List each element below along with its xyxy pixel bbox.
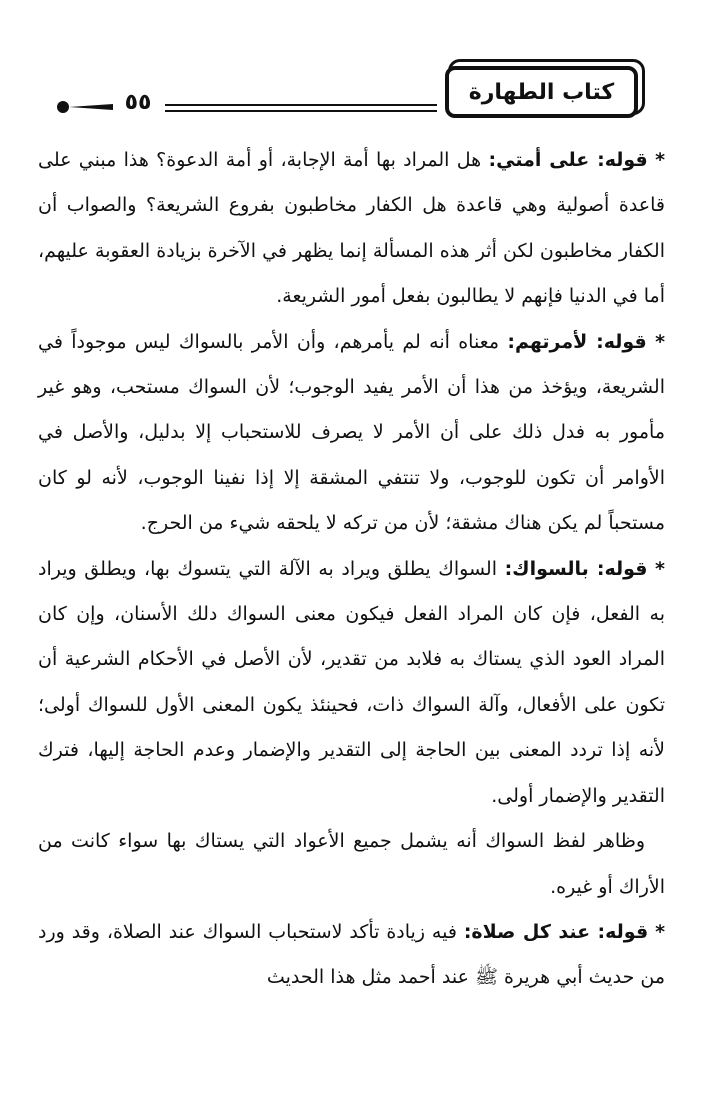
- paragraph-text: السواك يطلق ويراد به الآلة التي يتسوك بها، ويطلق ويراد به الفعل، فإن كان المراد الفعل فيكون معنى السواك دلك الأسنان، وإن كان المراد العود الذي يستاك به فلابد من تقدير، لأن الأصل في الأحكام الشرعية أن تكون على الأفعال، وآلة السواك ذات، فحينئذ يكون المعنى الأول للسواك أولى؛ لأنه إذا تردد المعنى بين الحاجة إلى التقدير والإضمار وعدم الحاجة إليها، فترك التقدير والإضمار أولى.: [38, 557, 665, 807]
- paragraph: [38, 910, 665, 1001]
- paragraph-text: هل المراد بها أمة الإجابة، أو أمة الدعوة؟ هذا مبني على قاعدة أصولية وهي قاعدة هل الكفار مخاطبون بفروع الشريعة؟ والصواب أن الكفار مخاطبون لكن أثر هذه المسألة إنما يظهر في الآخرة بزيادة العقوبة عليهم، أما في الدنيا فإنهم لا يطالبون بفعل أمور الشريعة.: [38, 149, 665, 308]
- header-rule-bottom: [165, 110, 437, 112]
- paragraph-marker: *: [655, 330, 665, 353]
- paragraph: [38, 320, 665, 547]
- paragraph: [38, 819, 665, 910]
- paragraph-lead: قوله: عند كل صلاة:: [463, 920, 649, 943]
- page-body: [38, 138, 665, 1001]
- paragraph-marker: *: [655, 149, 665, 171]
- paragraph: [38, 138, 665, 320]
- paragraph-lead: قوله: لأمرتهم:: [507, 330, 647, 353]
- header-rule-top: [165, 104, 437, 106]
- paragraph: [38, 547, 665, 819]
- page-header: [0, 0, 703, 130]
- paragraph-lead: قوله: بالسواك:: [504, 557, 648, 580]
- chapter-title: كتاب الطهارة: [445, 66, 638, 118]
- paragraph-marker: *: [655, 920, 665, 943]
- paragraph-lead: قوله: على أمتي:: [488, 149, 648, 171]
- paragraph-text: فيه زيادة تأكد لاستحباب السواك عند الصلاة، وقد ورد من حديث أبي هريرة ﷺ عند أحمد مثل هذا الحديث: [38, 920, 665, 989]
- paragraph-text: معناه أنه لم يأمرهم، وأن الأمر بالسواك ليس موجوداً في الشريعة، ويؤخذ من هذا أن الأمر يفيد الوجوب؛ لأن السواك مستحب، وهو غير مأمور به فدل ذلك على أن الأمر لا يصرف للاستحباب إلا بدليل، والأصل في الأوامر أن تكون للوجوب، ولا تنتفي المشقة إلا إذا نفينا الوجوب، لأنه لو كان مستحباً لم يكن هناك مشقة؛ لأن من تركه لا يلحقه شيء من الحرج.: [38, 330, 665, 535]
- paragraph-text: وظاهر لفظ السواك أنه يشمل جميع الأعواد التي يستاك بها سواء كانت من الأراك أو غيره.: [38, 830, 665, 898]
- page-number: ٥٥: [124, 90, 152, 115]
- ornament-icon: [55, 100, 113, 114]
- paragraph-marker: *: [655, 557, 665, 580]
